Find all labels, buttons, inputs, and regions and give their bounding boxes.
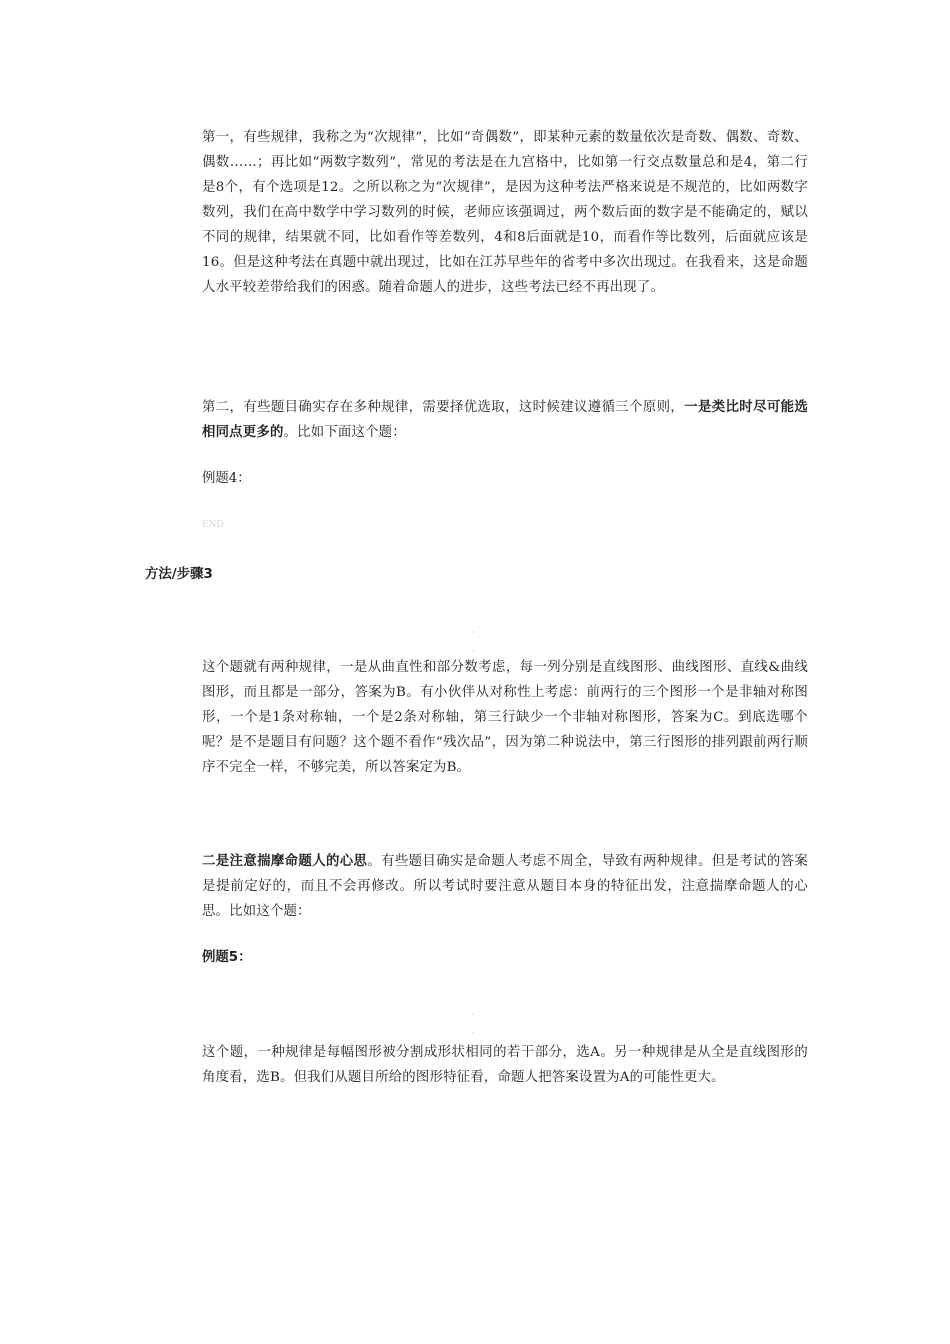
principle-two-bold: 二是注意揣摩命题人的心思 [202, 854, 368, 869]
example-5-image-placeholder [472, 1000, 502, 1004]
example-4-image-placeholder [472, 618, 502, 622]
paragraph-example-5-analysis: 这个题，一种规律是每幅图形被分割成形状相同的若干部分，选A。另一种规律是从全是直线图形的角度看，选B。但我们从题目所给的图形特征看，命题人把答案设置为A的可能性更大。 [202, 1045, 808, 1085]
paragraph-example-4-analysis: 这个题就有两种规律，一是从曲直性和部分数考虑，每一列分别是直线图形、曲线图形、直线&曲线图形，而且都是一部分，答案为B。有小伙伴从对称性上考虑：前两行的三个图形一个是非轴对称图形，一个是1条对称轴，一个是2条对称轴，第三行缺少一个非轴对称图形，答案为C。到底选哪个呢？是不是题目有问题？这个题不看作“残次品”，因为第二种说法中，第三行图形的排列跟前两行顺序不完全一样，不够完美，所以答案定为B。 [202, 660, 808, 775]
example-5-label: 例题5： [202, 950, 252, 965]
paragraph-multiple-rules [202, 395, 808, 445]
paragraph-multiple-rules-tail: 。比如下面这个题： [283, 425, 406, 440]
paragraph-setter-intent-tail: 。有些题目确实是命题人考虑不周全，导致有两种规律。但是考试的答案是提前定好的，而且不会再修改。所以考试时要注意从题目本身的特征出发，注意揣摩命题人的心思。比如这个题： [202, 854, 808, 919]
end-mark: END [202, 520, 224, 530]
principle-one-bold: 一是类比时尽可能选相同点更多的 [202, 400, 808, 440]
paragraph-setter-intent [202, 849, 808, 924]
paragraph-multiple-rules-lead: 第二，有些题目确实存在多种规律，需要择优选取，这时候建议遵循三个原则， [202, 400, 685, 415]
step-3-heading: 方法/步骤3 [145, 567, 213, 582]
paragraph-sub-rules: 第一，有些规律，我称之为“次规律”，比如“奇偶数”，即某种元素的数量依次是奇数、偶数、奇数、偶数……；再比如“两数字数列”，常见的考法是在九宫格中，比如第一行交点数量总和是4，第二行是8个，有个选项是12。之所以称之为“次规律”，是因为这种考法严格来说是不规范的，比如两数字数列，我们在高中数学中学习数列的时候，老师应该强调过，两个数后面的数字是不能确定的，赋以不同的规律，结果就不同，比如看作等差数列，4和8后面就是10，而看作等比数列，后面就应该是16。但是这种考法在真题中就出现过，比如在江苏早些年的省考中多次出现过。在我看来，这是命题人水平较差带给我们的困惑。随着命题人的进步，这些考法已经不再出现了。 [202, 130, 808, 295]
example-4-label: 例题4： [202, 471, 251, 486]
